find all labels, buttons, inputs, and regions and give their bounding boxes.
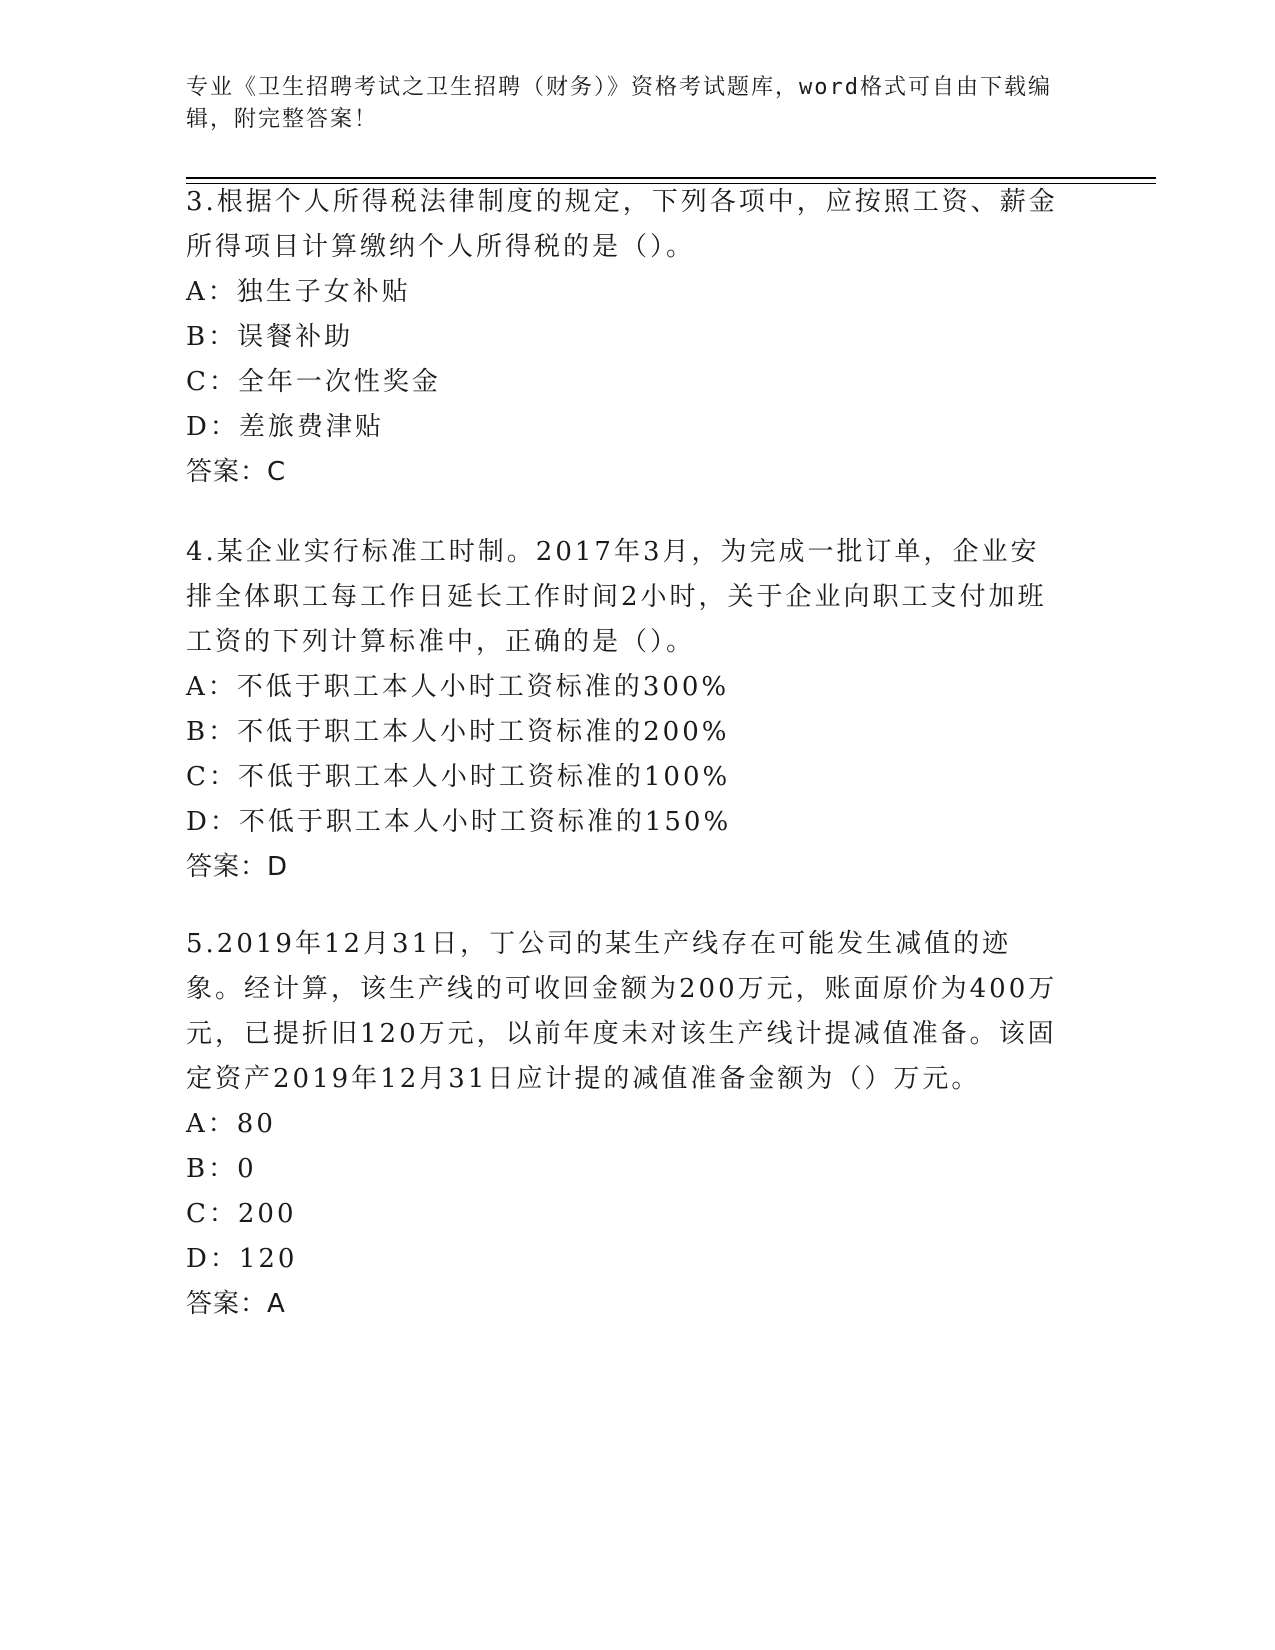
header-divider-thick (186, 177, 1156, 179)
option-a: A：80 (186, 1109, 276, 1139)
option-c: C：全年一次性奖金 (186, 367, 441, 397)
question-3 (186, 180, 1066, 495)
answer-line: 答案：D (186, 852, 289, 882)
document-header: 专业《卫生招聘考试之卫生招聘（财务）》资格考试题库，word格式可自由下载编辑，附完整答案！ (186, 75, 1052, 132)
option-b: B：0 (186, 1154, 257, 1184)
option-b: B：误餐补助 (186, 322, 354, 352)
question-stem: 3.根据个人所得税法律制度的规定，下列各项中，应按照工资、薪金所得项目计算缴纳个人所得税的是（）。 (186, 187, 1058, 262)
option-c: C：不低于职工本人小时工资标准的100% (186, 762, 731, 792)
option-b: B：不低于职工本人小时工资标准的200% (186, 717, 730, 747)
option-d: D：不低于职工本人小时工资标准的150% (186, 807, 732, 837)
question-5 (186, 922, 1066, 1327)
option-d: D：差旅费津贴 (186, 412, 384, 442)
answer-line: 答案：A (186, 1289, 286, 1319)
option-a: A：独生子女补贴 (186, 277, 411, 307)
option-c: C：200 (186, 1199, 297, 1229)
question-stem: 5.2019年12月31日，丁公司的某生产线存在可能发生减值的迹象。经计算，该生产线的可收回金额为200万元，账面原价为400万元，已提折旧120万元，以前年度未对该生产线计提减值准备。该固定资产2019年12月31日应计提的减值准备金额为（）万元。 (186, 929, 1058, 1094)
answer-line: 答案：C (186, 457, 287, 487)
question-stem: 4.某企业实行标准工时制。2017年3月，为完成一批订单，企业安排全体职工每工作日延长工作时间2小时，关于企业向职工支付加班工资的下列计算标准中，正确的是（）。 (186, 537, 1047, 657)
option-d: D：120 (186, 1244, 298, 1274)
question-4 (186, 530, 1066, 890)
option-a: A：不低于职工本人小时工资标准的300% (186, 672, 730, 702)
